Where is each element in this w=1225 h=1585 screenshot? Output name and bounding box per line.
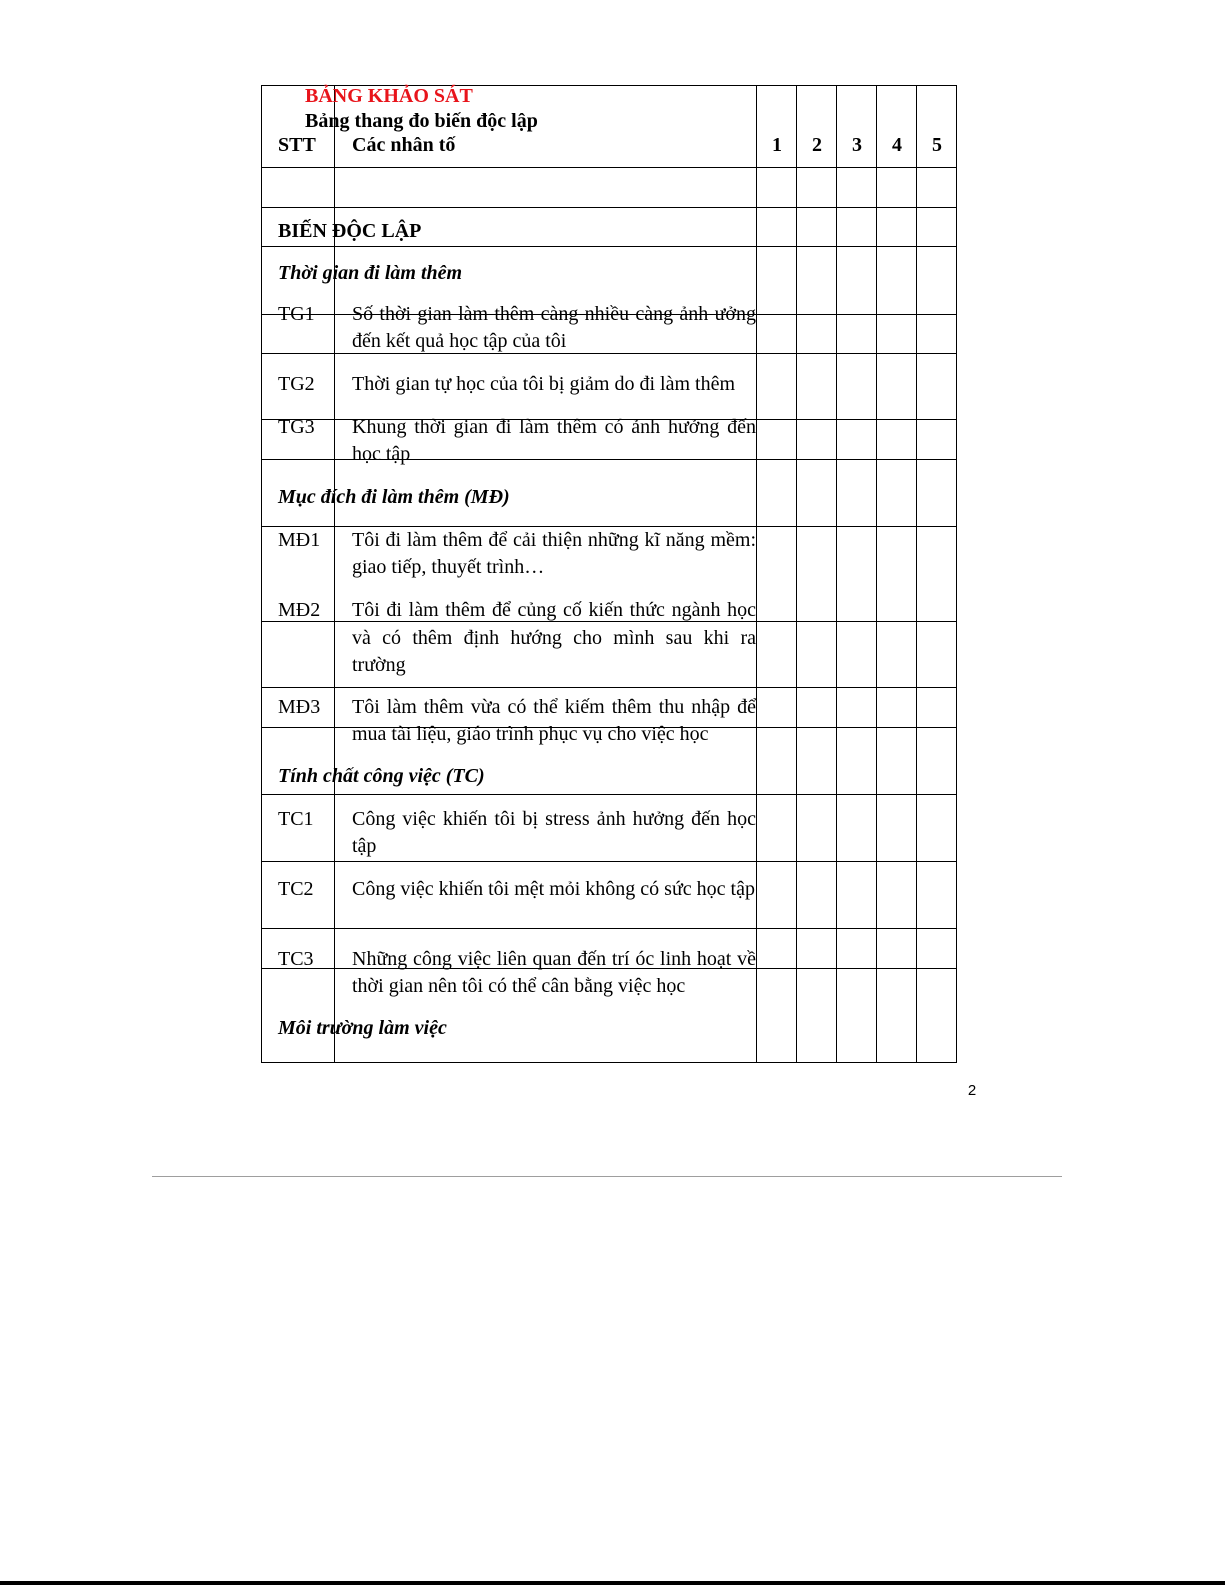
scale-header-2: 2 [812, 134, 822, 156]
item-code: MĐ3 [278, 696, 321, 718]
grid-row-line [262, 167, 956, 168]
grid-line-scale-5 [916, 86, 917, 1062]
item-text: Công việc khiến tôi mệt mỏi không có sức học tập [352, 878, 755, 900]
scale-header-5: 5 [932, 134, 942, 156]
item-code: TG2 [278, 373, 315, 395]
survey-subtitle: Bảng thang đo biến độc lập [305, 110, 538, 132]
item-text: Số thời gian làm thêm càng nhiều càng ảnh ưởng đến kết quả học tập của tôi [352, 303, 756, 352]
item-code: TC3 [278, 948, 314, 970]
group-heading-tc: Tính chất công việc (TC) [278, 765, 485, 787]
column-header-stt: STT [278, 134, 316, 156]
item-text: Tôi đi làm thêm để củng cố kiến thức ngành học và có thêm định hướng cho mình sau khi ra trường [352, 599, 756, 676]
grid-row-line [262, 246, 956, 247]
item-text: Tôi làm thêm vừa có thể kiếm thêm thu nhập để mua tài liệu, giáo trình phục vụ cho việc học [352, 696, 756, 745]
item-code: MĐ1 [278, 529, 321, 551]
item-code: TG3 [278, 416, 315, 438]
survey-table [261, 85, 957, 1063]
page-separator [152, 1176, 1062, 1177]
page-number: 2 [967, 1082, 977, 1099]
grid-row-line [262, 687, 956, 688]
item-text: Công việc khiến tôi bị stress ảnh hưởng đến học tập [352, 808, 756, 857]
item-text: Khung thời gian đi làm thêm có ảnh hưởng đến học tập [352, 416, 756, 465]
scale-header-1: 1 [772, 134, 782, 156]
grid-row-line [262, 794, 956, 795]
grid-line-scale-3 [836, 86, 837, 1062]
column-header-factors: Các nhân tố [352, 134, 456, 156]
item-text: Những công việc liên quan đến trí óc linh hoạt về thời gian nên tôi có thể cân bằng việc học [352, 948, 756, 997]
item-code: TC1 [278, 808, 314, 830]
grid-row-line [262, 928, 956, 929]
group-heading-md: Mục đích đi làm thêm (MĐ) [278, 486, 510, 508]
item-text: Thời gian tự học của tôi bị giảm do đi làm thêm [352, 373, 736, 395]
scale-header-4: 4 [892, 134, 902, 156]
item-code: TC2 [278, 878, 314, 900]
grid-row-line [262, 861, 956, 862]
grid-line-scale-1 [756, 86, 757, 1062]
item-code: TG1 [278, 303, 315, 325]
group-heading-mt: Môi trường làm việc [278, 1017, 447, 1039]
scale-header-3: 3 [852, 134, 862, 156]
bottom-edge-bar [0, 1581, 1225, 1585]
survey-title: BẢNG KHẢO SÁT [305, 85, 473, 107]
section-heading: BIẾN ĐỘC LẬP [278, 220, 422, 242]
grid-row-line [262, 207, 956, 208]
group-heading-tg: Thời gian đi làm thêm [278, 262, 463, 284]
item-text: Tôi đi làm thêm để cải thiện những kĩ năng mềm: giao tiếp, thuyết trình… [352, 529, 756, 578]
item-code: MĐ2 [278, 599, 321, 621]
grid-line-scale-2 [796, 86, 797, 1062]
grid-line-scale-4 [876, 86, 877, 1062]
